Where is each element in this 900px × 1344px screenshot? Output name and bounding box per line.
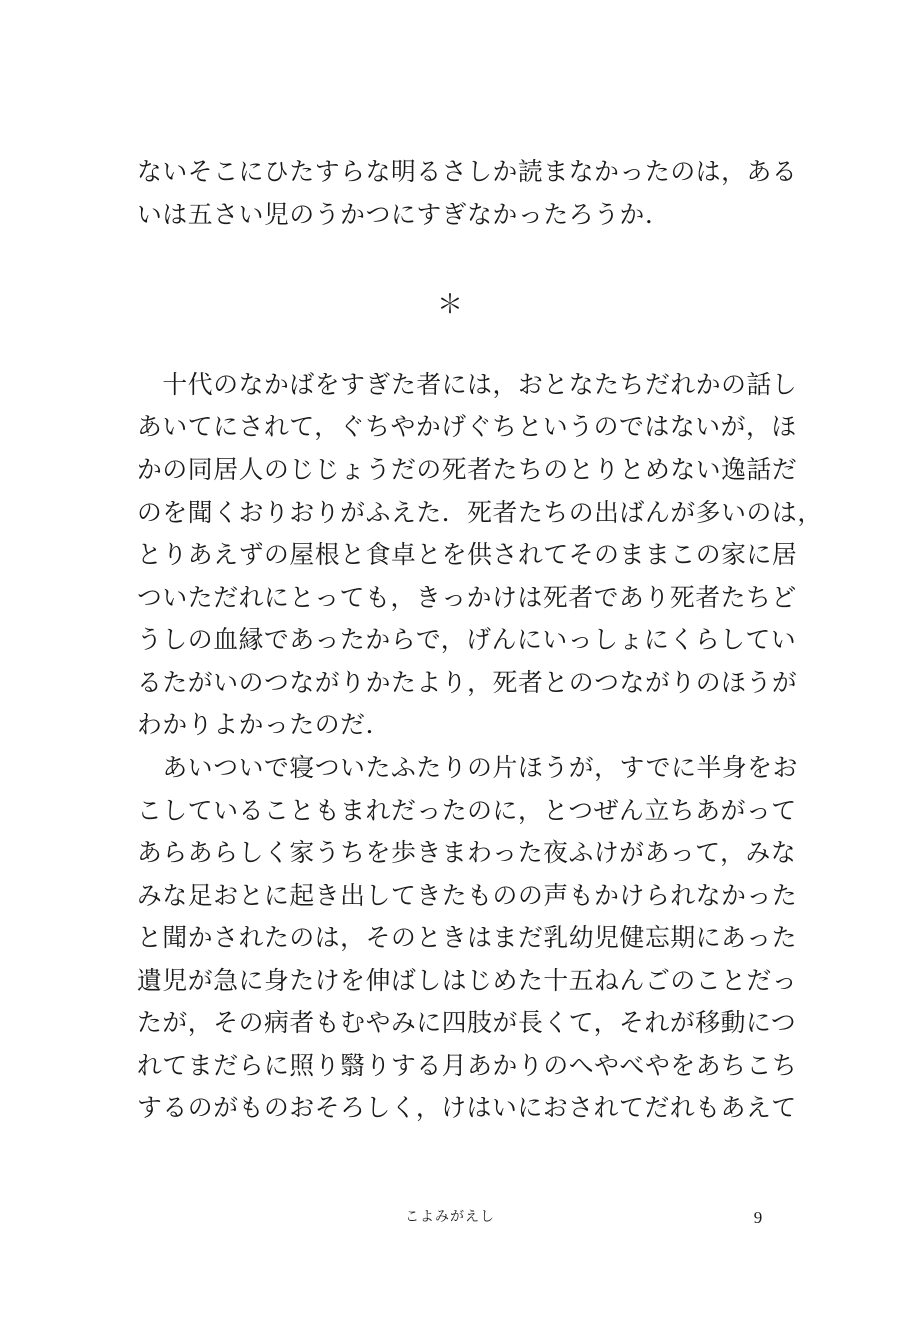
text-line: あらあらしく家うちを歩きまわった夜ふけがあって，みな bbox=[137, 838, 797, 867]
text-line: うしの血縁であったからで，げんにいっしょにくらしてい bbox=[137, 625, 797, 654]
text-line: れてまだらに照り翳りする月あかりのへやべやをあちこち bbox=[137, 1051, 798, 1080]
text-line: ないそこにひたすらな明るさしか読まなかったのは，ある bbox=[137, 157, 798, 186]
text-line: こしていることもまれだったのに，とつぜん立ちあがって bbox=[137, 796, 797, 825]
text-line: 遺児が急に身たけを伸ばしはじめた十五ねんごのことだっ bbox=[137, 966, 798, 995]
text-line: のを聞くおりおりがふえた．死者たちの出ばんが多いのは， bbox=[137, 498, 823, 527]
text-line: るたがいのつながりかたより，死者とのつながりのほうが bbox=[137, 668, 798, 697]
text-line: と聞かされたのは，そのときはまだ乳幼児健忘期にあった bbox=[137, 923, 798, 952]
text-line: あいついで寝ついたふたりの片ほうが，すでに半身をお bbox=[137, 753, 799, 782]
text-line: かの同居人のじじょうだの死者たちのとりとめない逸話だ bbox=[137, 455, 798, 484]
text-line: 十代のなかばをすぎた者には，おとなたちだれかの話し bbox=[137, 370, 798, 399]
text-line: ついただれにとっても，きっかけは死者であり死者たちど bbox=[137, 583, 797, 612]
running-title: こよみがえし bbox=[405, 1209, 495, 1225]
text-line: たが，その病者もむやみに四肢が長くて，それが移動につ bbox=[137, 1008, 797, 1037]
text-line: あいてにされて，ぐちやかげぐちというのではないが，ほ bbox=[137, 412, 797, 441]
text-line: みな足おとに起き出してきたものの声もかけられなかった bbox=[137, 881, 798, 910]
text-line: とりあえずの屋根と食卓とを供されてそのままこの家に居 bbox=[137, 540, 798, 569]
text-line: わかりよかったのだ． bbox=[137, 710, 391, 739]
text-line: するのがものおそろしく，けはいにおされてだれもあえて bbox=[137, 1093, 797, 1122]
page-number: 9 bbox=[753, 1208, 763, 1227]
text-line: いは五さい児のうかつにすぎなかったろうか． bbox=[137, 200, 671, 229]
section-break-asterisk: ＊ bbox=[436, 290, 463, 320]
